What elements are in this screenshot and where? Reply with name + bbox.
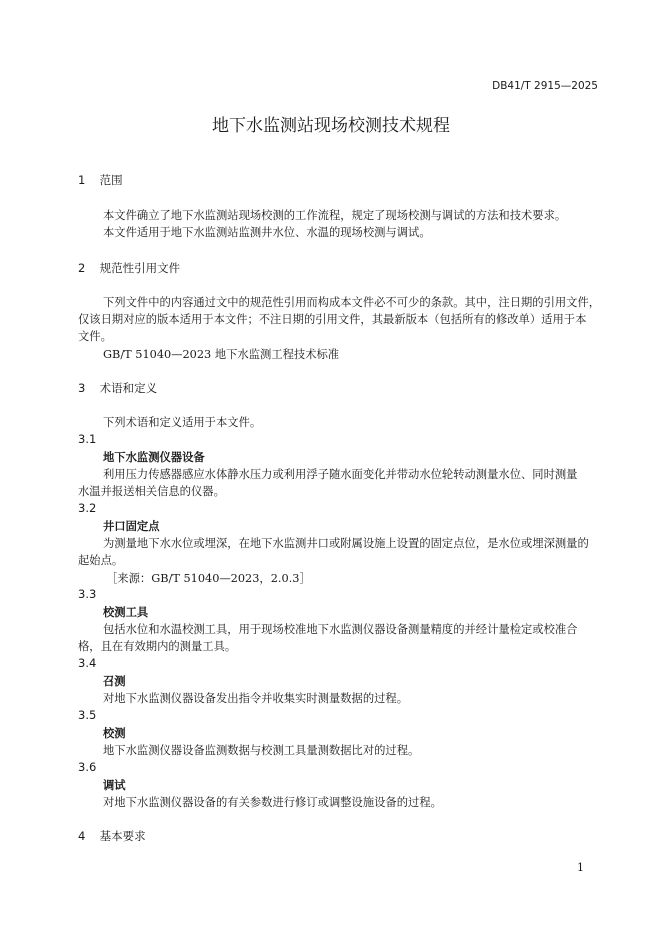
section-heading-basic-requirements (78, 828, 146, 844)
term-number: 3.2 (78, 501, 97, 515)
section-heading-normative-references (78, 260, 180, 276)
term-number: 3.6 (78, 760, 97, 774)
section-heading-terms (78, 380, 157, 396)
term-definition-line: 起始点。 (78, 554, 124, 567)
section-heading-scope (78, 172, 123, 188)
term-title: 井口固定点 (103, 520, 160, 533)
term-number: 3.1 (78, 432, 97, 446)
paragraph-line: 下列文件中的内容通过文中的规范性引用而构成本文件必不可少的条款。其中，注日期的引用文件， (103, 296, 601, 309)
page-number: 1 (577, 861, 584, 874)
term-definition-line: 包括水位和水温校测工具，用于现场校准地下水监测仪器设备测量精度的并经计量检定或校准合 (103, 623, 578, 636)
term-title: 地下水监测仪器设备 (103, 451, 205, 464)
section-title: 规范性引用文件 (99, 261, 181, 275)
term-definition-line: 地下水监测仪器设备监测数据与校测工具量测数据比对的过程。 (103, 744, 420, 757)
term-number: 3.5 (78, 708, 97, 722)
section-title: 基本要求 (99, 829, 146, 843)
section-number: 4 (78, 829, 86, 843)
paragraph-line: 仅该日期对应的版本适用于本文件；不注日期的引用文件，其最新版本（包括所有的修改单）适用于本 (78, 313, 587, 326)
paragraph-line: 文件。 (78, 330, 112, 343)
term-title: 调试 (103, 779, 126, 792)
term-definition-line: 对地下水监测仪器设备发出指令并收集实时测量数据的过程。 (103, 692, 409, 705)
term-definition-line: 为测量地下水水位或埋深，在地下水监测井口或附属设施上设置的固定点位，是水位或埋深测量的 (103, 537, 589, 550)
term-number: 3.4 (78, 656, 97, 670)
section-title: 范围 (99, 173, 123, 187)
normative-reference: GB/T 51040—2023 地下水监测工程技术标准 (103, 348, 340, 361)
section-number: 2 (78, 261, 86, 275)
term-definition-line: 格，且在有效期内的测量工具。 (78, 640, 237, 653)
document-code: DB41/T 2915—2025 (492, 80, 598, 92)
term-definition-line: 利用压力传感器感应水体静水压力或利用浮子随水面变化并带动水位轮转动测量水位、同时测量 (103, 468, 578, 481)
term-title: 校测工具 (103, 606, 149, 619)
section-title: 术语和定义 (99, 381, 158, 395)
term-number: 3.3 (78, 587, 97, 601)
section-number: 3 (78, 381, 86, 395)
paragraph: 下列术语和定义适用于本文件。 (103, 416, 262, 429)
term-definition-line: 对地下水监测仪器设备的有关参数进行修订或调整设施设备的过程。 (103, 796, 442, 809)
term-definition-line: 水温并报送相关信息的仪器。 (78, 485, 225, 498)
paragraph: 本文件确立了地下水监测站现场校测的工作流程，规定了现场校测与调试的方法和技术要求。 (103, 209, 567, 222)
term-title: 校测 (103, 727, 126, 740)
paragraph: 本文件适用于地下水监测站监测井水位、水温的现场校测与调试。 (103, 226, 431, 239)
document-title: 地下水监测站现场校测技术规程 (212, 116, 450, 136)
term-title: 召测 (103, 675, 126, 688)
section-number: 1 (78, 173, 86, 187)
term-source: ［来源：GB/T 51040—2023，2.0.3］ (106, 572, 311, 585)
